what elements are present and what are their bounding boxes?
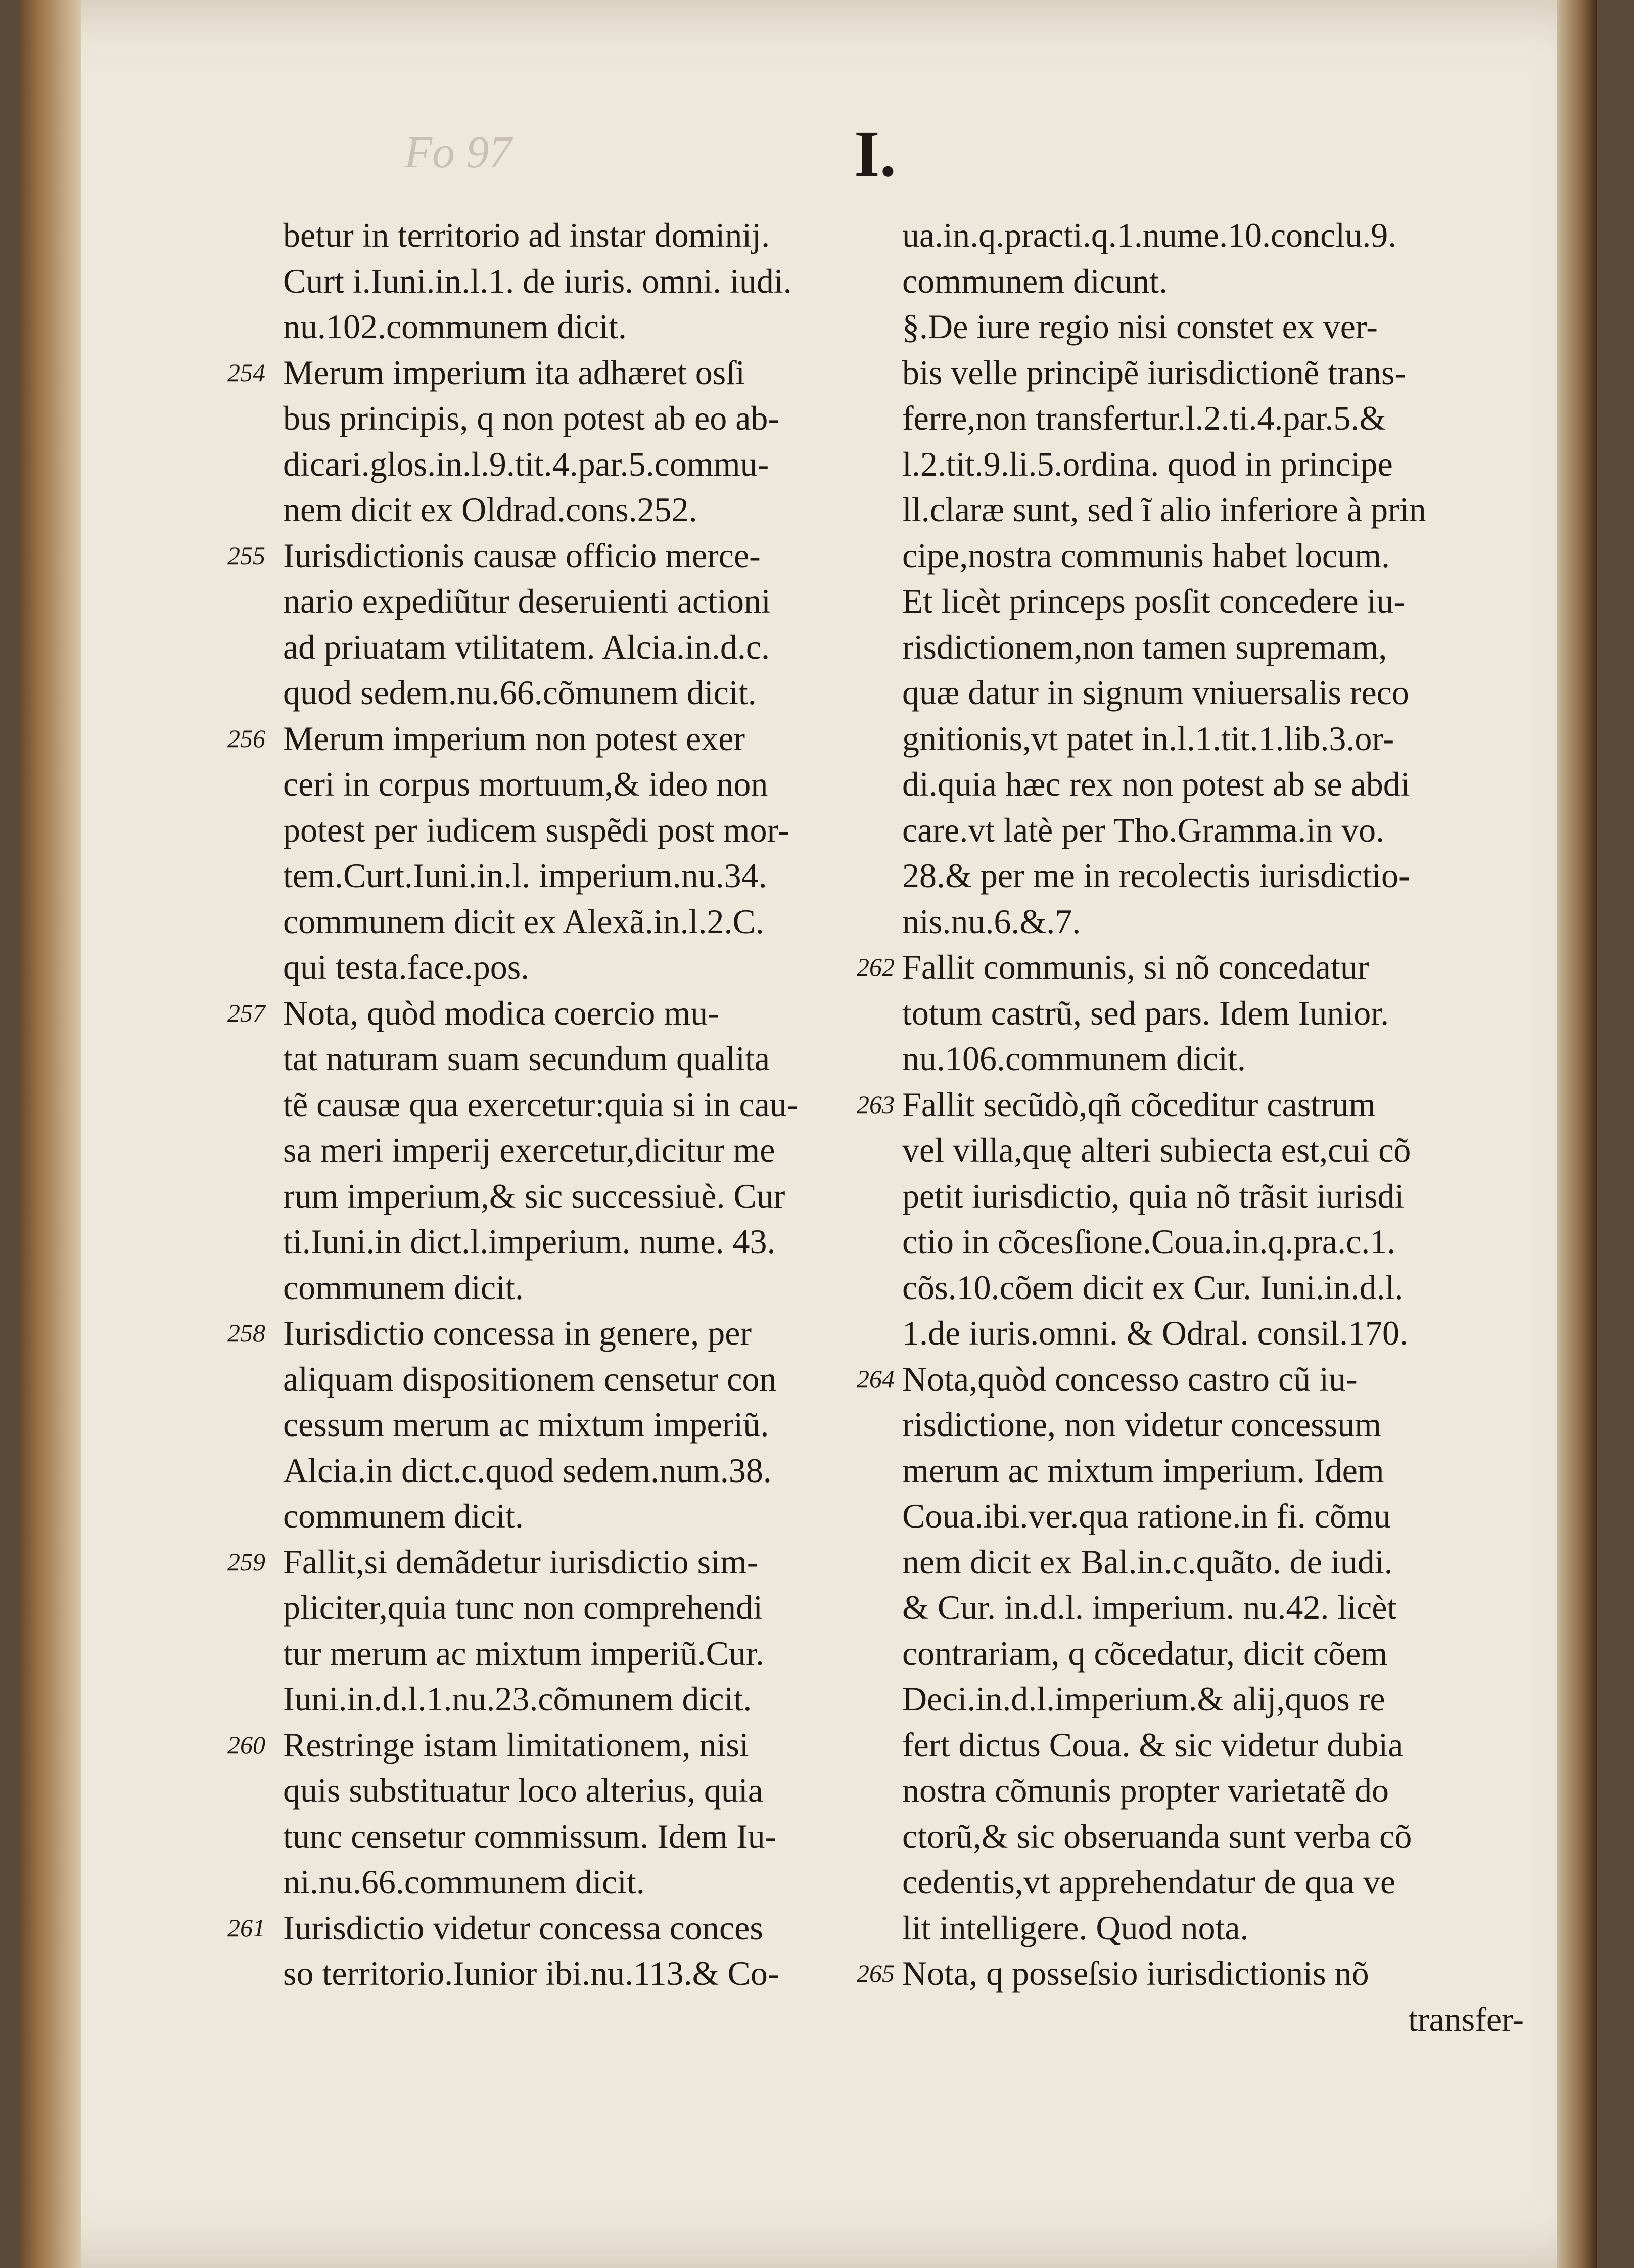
left-column (227, 212, 895, 1997)
text-line (902, 441, 1524, 487)
line-text: nem dicit ex Bal.in.c.quãto. de iudi. (902, 1542, 1393, 1581)
text-line (283, 1585, 895, 1631)
text-line (283, 395, 895, 441)
text-line (283, 578, 895, 624)
entry-number: 263 (857, 1090, 895, 1119)
text-line (283, 899, 895, 945)
text-line (902, 1219, 1524, 1265)
text-line (283, 1493, 895, 1539)
line-text: merum ac mixtum imperium. Idem (902, 1451, 1384, 1490)
entry-number: 260 (227, 1730, 265, 1759)
entry-number: 259 (227, 1547, 265, 1576)
text-line (902, 716, 1524, 762)
line-text: Merum imperium non potest exer (283, 719, 745, 758)
line-text: communem dicit ex Alexã.in.l.2.C. (283, 902, 764, 941)
text-line (902, 761, 1524, 807)
text-line (902, 1631, 1524, 1677)
line-text: Fallit,si demãdetur iurisdictio sim- (283, 1542, 759, 1581)
line-text: 1.de iuris.omni. & Odral. consil.170. (902, 1314, 1409, 1352)
line-text: bus principis, q non potest ab eo ab- (283, 399, 780, 437)
text-line (902, 1859, 1524, 1905)
line-text: nu.106.communem dicit. (902, 1039, 1246, 1078)
text-line (902, 1036, 1524, 1082)
paragraph (902, 212, 1524, 304)
text-line (902, 990, 1524, 1036)
bleed-through-folio: Fo 97 (404, 127, 512, 177)
text-line (857, 1082, 1524, 1128)
paragraph (902, 304, 1524, 944)
text-line (283, 761, 895, 807)
text-line (902, 1127, 1524, 1173)
line-text: ctorũ,& sic obseruanda sunt verba cõ (902, 1817, 1412, 1856)
line-text: Iurisdictio concessa in genere, per (283, 1314, 752, 1352)
line-text: sa meri imperij exercetur,dicitur me (283, 1131, 775, 1169)
line-text: ceri in corpus mortuum,& ideo non (283, 765, 768, 803)
page (20, 0, 1597, 2268)
text-line (902, 1448, 1524, 1494)
line-text: ll.claræ sunt, sed ĩ alio inferiore à prin (902, 490, 1426, 529)
text-line (857, 1356, 1524, 1402)
line-text: vel villa,quę alteri subiecta est,cui cõ (902, 1131, 1411, 1169)
text-line (283, 1265, 895, 1311)
text-line (902, 1265, 1524, 1311)
text-line (283, 304, 895, 350)
line-text: quis substituatur loco alterius, quia (283, 1771, 763, 1810)
entry-number: 257 (227, 998, 265, 1027)
line-text: pliciter,quia tunc non comprehendi (283, 1588, 763, 1627)
line-text: aliquam dispositionem censetur con (283, 1359, 777, 1398)
text-line (902, 1310, 1524, 1356)
line-text: §.De iure regio nisi constet ex ver- (902, 307, 1378, 346)
line-text: Deci.in.d.l.imperium.& alij,quos re (902, 1680, 1385, 1718)
text-line (902, 1493, 1524, 1539)
line-text: ua.in.q.practi.q.1.nume.10.conclu.9. (902, 216, 1397, 254)
line-text: Nota,quòd concesso castro cũ iu- (902, 1359, 1358, 1398)
text-line (902, 1173, 1524, 1219)
entry-number: 262 (857, 953, 895, 981)
line-text: nu.102.communem dicit. (283, 307, 627, 346)
line-text: dicari.glos.in.l.9.tit.4.par.5.commu- (283, 444, 769, 483)
text-line (283, 487, 895, 533)
paragraph (227, 1722, 895, 1905)
line-text: betur in territorio ad instar dominij. (283, 216, 770, 254)
line-text: cõs.10.cõem dicit ex Cur. Iuni.in.d.l. (902, 1268, 1404, 1307)
paragraph (283, 212, 895, 350)
text-line (227, 716, 895, 762)
text-line (902, 899, 1524, 945)
line-text: cedentis,vt apprehendatur de qua ve (902, 1863, 1396, 1901)
book-spine (20, 0, 81, 2268)
text-line (902, 304, 1524, 350)
text-line (283, 944, 895, 990)
line-text: risdictione, non videtur concessum (902, 1405, 1382, 1444)
line-text: ad priuatam vtilitatem. Alcia.in.d.c. (283, 627, 770, 666)
line-text: Nota, q posseſsio iurisdictionis nõ (902, 1954, 1369, 1993)
text-line (902, 212, 1524, 258)
text-line (283, 670, 895, 716)
line-text: cipe,nostra communis habet locum. (902, 536, 1390, 575)
line-text: Fallit communis, si nõ concedatur (902, 948, 1369, 986)
line-text: tat naturam suam secundum qualita (283, 1039, 770, 1078)
text-line (227, 1722, 895, 1768)
line-text: ferre,non transfertur.l.2.ti.4.par.5.& (902, 399, 1386, 437)
text-line (902, 1539, 1524, 1585)
line-text: Restringe istam limitationem, nisi (283, 1725, 749, 1764)
line-text: ctio in cõcesſione.Coua.in.q.pra.c.1. (902, 1222, 1396, 1261)
line-text: l.2.tit.9.li.5.ordina. quod in principe (902, 444, 1393, 483)
text-line (227, 350, 895, 396)
paragraph (857, 944, 1524, 1082)
line-text: tur merum ac mixtum imperiũ.Cur. (283, 1634, 764, 1673)
folio-number: I. (854, 118, 897, 191)
line-text: nem dicit ex Oldrad.cons.252. (283, 490, 697, 529)
text-line (857, 944, 1524, 990)
line-text: totum castrũ, sed pars. Idem Iunior. (902, 993, 1389, 1032)
line-text: tem.Curt.Iuni.in.l. imperium.nu.34. (283, 856, 767, 895)
line-text: nis.nu.6.&.7. (902, 902, 1081, 941)
line-text: ni.nu.66.communem dicit. (283, 1863, 645, 1901)
text-line (902, 258, 1524, 304)
line-text: Alcia.in dict.c.quod sedem.num.38. (283, 1451, 772, 1490)
paragraph (857, 1356, 1524, 1951)
line-text: communem dicunt. (902, 261, 1168, 300)
text-line (283, 1859, 895, 1905)
text-line (283, 1448, 895, 1494)
line-text: fert dictus Coua. & sic videtur dubia (902, 1725, 1404, 1764)
text-line (283, 807, 895, 853)
line-text: petit iurisdictio, quia nõ trãsit iurisdi (902, 1176, 1405, 1215)
line-text: so territorio.Iunior ibi.nu.113.& Co- (283, 1954, 779, 1993)
line-text: communem dicit. (283, 1268, 524, 1307)
line-text: contrariam, q cõcedatur, dicit cõem (902, 1634, 1388, 1673)
text-line (283, 1356, 895, 1402)
catchword (902, 1997, 1524, 2043)
text-line (902, 1676, 1524, 1722)
text-line (227, 533, 895, 579)
text-line (227, 990, 895, 1036)
line-text: gnitionis,vt patet in.l.1.tit.1.lib.3.or- (902, 719, 1394, 758)
line-text: risdictionem,non tamen supremam, (902, 627, 1387, 666)
text-line (283, 1082, 895, 1128)
text-line (902, 624, 1524, 670)
line-text: communem dicit. (283, 1497, 524, 1535)
line-text: tunc censetur commissum. Idem Iu- (283, 1817, 777, 1856)
text-line (283, 212, 895, 258)
paragraph (227, 1905, 895, 1997)
line-text: quæ datur in signum vniuersalis reco (902, 673, 1409, 712)
line-text: Iurisdictionis causæ officio merce- (283, 536, 761, 575)
paragraph (227, 990, 895, 1311)
text-line (283, 1676, 895, 1722)
line-text: tẽ causæ qua exercetur:quia si in cau- (283, 1085, 799, 1124)
line-text: care.vt latè per Tho.Gramma.in vo. (902, 810, 1385, 849)
paragraph (857, 1082, 1524, 1356)
paragraph (902, 1997, 1524, 2043)
line-text: Coua.ibi.ver.qua ratione.in fi. cõmu (902, 1497, 1391, 1535)
entry-number: 256 (227, 724, 265, 753)
text-line (283, 1951, 895, 1997)
right-column (857, 212, 1524, 2042)
text-line (902, 1768, 1524, 1814)
line-text: rum imperium,& sic successiuè. Cur (283, 1176, 785, 1215)
paragraph (227, 1310, 895, 1539)
text-line (283, 1768, 895, 1814)
line-text: qui testa.face.pos. (283, 948, 530, 986)
text-line (902, 807, 1524, 853)
text-line (902, 487, 1524, 533)
line-text: Iurisdictio videtur concessa conces (283, 1908, 763, 1947)
paragraph (227, 1539, 895, 1722)
text-line (283, 441, 895, 487)
line-text: ti.Iuni.in dict.l.imperium. nume. 43. (283, 1222, 776, 1261)
text-line (857, 1951, 1524, 1997)
text-line (227, 1539, 895, 1585)
entry-number: 261 (227, 1913, 265, 1942)
text-line (902, 533, 1524, 579)
line-text: 28.& per me in recolectis iurisdictio- (902, 856, 1410, 895)
line-text: quod sedem.nu.66.cõmunem dicit. (283, 673, 757, 712)
paragraph (227, 350, 895, 533)
line-text: transfer- (1408, 2000, 1524, 2039)
text-line (902, 1905, 1524, 1951)
text-line (283, 624, 895, 670)
text-line (902, 1402, 1524, 1448)
text-line (283, 1402, 895, 1448)
line-text: & Cur. in.d.l. imperium. nu.42. licèt (902, 1588, 1397, 1627)
entry-number: 264 (857, 1364, 895, 1393)
line-text: di.quia hæc rex non potest ab se abdi (902, 765, 1410, 803)
text-line (283, 1814, 895, 1860)
text-line (227, 1310, 895, 1356)
text-line (902, 670, 1524, 716)
line-text: Curt i.Iuni.in.l.1. de iuris. omni. iudi. (283, 261, 792, 300)
line-text: Nota, quòd modica coercio mu- (283, 993, 719, 1032)
text-line (902, 350, 1524, 396)
paragraph (227, 716, 895, 990)
text-line (283, 1173, 895, 1219)
line-text: Iuni.in.d.l.1.nu.23.cõmunem dicit. (283, 1680, 752, 1718)
paragraph (857, 1951, 1524, 1997)
entry-number: 255 (227, 541, 265, 570)
paragraph (227, 533, 895, 716)
text-line (902, 1585, 1524, 1631)
text-line (227, 1905, 895, 1951)
text-line (283, 258, 895, 304)
text-line (902, 1814, 1524, 1860)
text-line (283, 1631, 895, 1677)
line-text: cessum merum ac mixtum imperiũ. (283, 1405, 769, 1444)
line-text: bis velle principẽ iurisdictionẽ trans- (902, 353, 1407, 392)
line-text: lit intelligere. Quod nota. (902, 1908, 1249, 1947)
text-line (283, 1127, 895, 1173)
page-edge (1557, 0, 1597, 2268)
text-line (902, 853, 1524, 899)
line-text: potest per iudicem suspẽdi post mor- (283, 810, 789, 849)
text-line (283, 1036, 895, 1082)
entry-number: 258 (227, 1319, 265, 1347)
line-text: Et licèt princeps posſit concedere iu- (902, 582, 1406, 620)
text-line (902, 395, 1524, 441)
entry-number: 254 (227, 358, 265, 387)
line-text: nostra cõmunis propter varietatẽ do (902, 1771, 1389, 1810)
text-line (283, 853, 895, 899)
text-line (902, 578, 1524, 624)
text-line (283, 1219, 895, 1265)
entry-number: 265 (857, 1959, 895, 1987)
line-text: nario expediũtur deseruienti actioni (283, 582, 771, 620)
text-line (902, 1722, 1524, 1768)
line-text: Fallit secũdò,qñ cõceditur castrum (902, 1085, 1376, 1124)
line-text: Merum imperium ita adhæret osſi (283, 353, 745, 392)
